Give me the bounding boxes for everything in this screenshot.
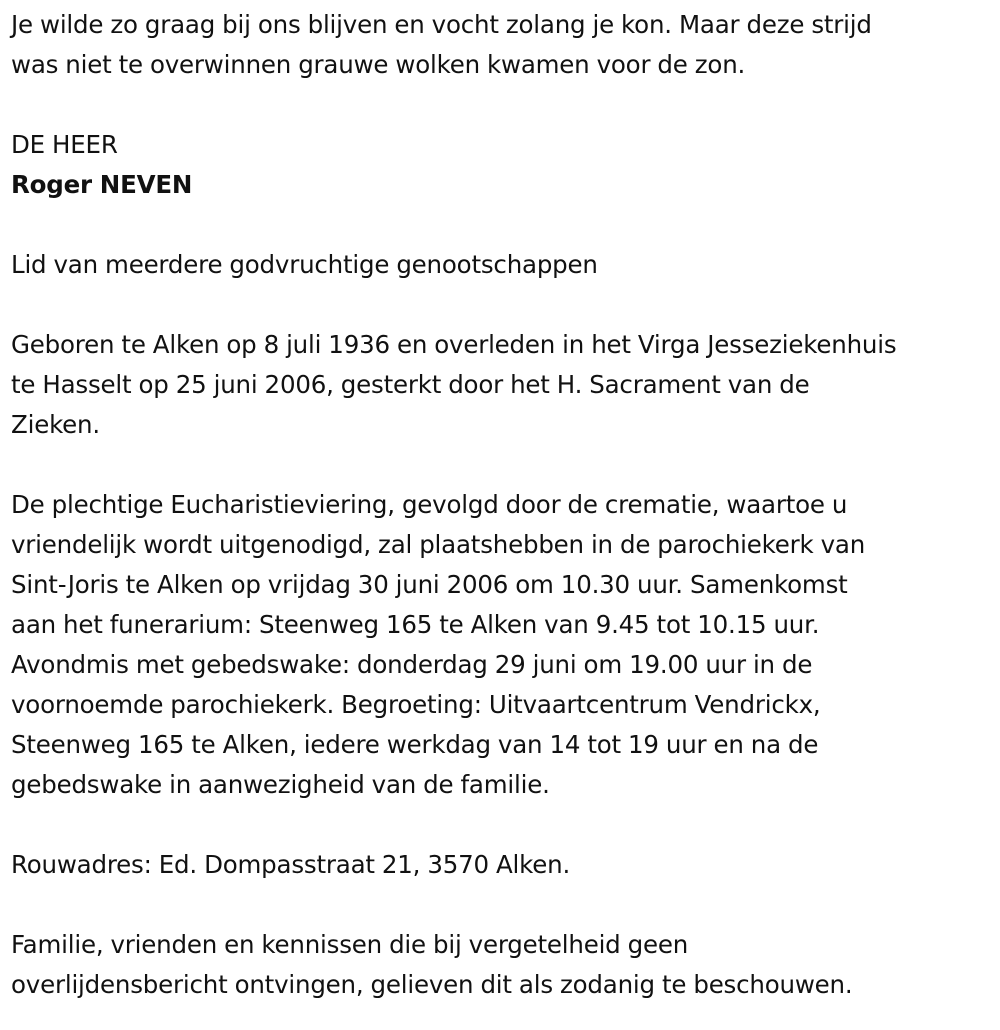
birth-line: Zieken. <box>11 410 100 439</box>
intro-line: was niet te overwinnen grauwe wolken kwamen voor de zon. <box>11 50 746 79</box>
ceremony-line: vriendelijk wordt uitgenodigd, zal plaatshebben in de parochiekerk van <box>11 530 866 559</box>
membership-line: Lid van meerdere godvruchtige genootschappen <box>11 250 598 279</box>
closing-line: Familie, vrienden en kennissen die bij vergetelheid geen <box>11 930 689 959</box>
ceremony-line: gebedswake in aanwezigheid van de familie. <box>11 770 550 799</box>
ceremony-line: Sint-Joris te Alken op vrijdag 30 juni 2006 om 10.30 uur. Samenkomst <box>11 570 848 599</box>
birth-line: te Hasselt op 25 juni 2006, gesterkt door het H. Sacrament van de <box>11 370 810 399</box>
birth-paragraph <box>11 325 1000 445</box>
closing-paragraph <box>11 925 1000 1005</box>
intro-paragraph <box>11 5 1000 85</box>
ceremony-line: aan het funerarium: Steenweg 165 te Alken van 9.45 tot 10.15 uur. <box>11 610 820 639</box>
ceremony-line: Avondmis met gebedswake: donderdag 29 juni om 19.00 uur in de <box>11 650 813 679</box>
ceremony-line: Steenweg 165 te Alken, iedere werkdag van 14 tot 19 uur en na de <box>11 730 819 759</box>
birth-line: Geboren te Alken op 8 juli 1936 en overleden in het Virga Jesseziekenhuis <box>11 330 897 359</box>
honorific-title: DE HEER <box>11 130 118 159</box>
ceremony-line: De plechtige Eucharistieviering, gevolgd door de crematie, waartoe u <box>11 490 848 519</box>
closing-line: overlijdensbericht ontvingen, gelieven dit als zodanig te beschouwen. <box>11 970 853 999</box>
deceased-name: Roger NEVEN <box>11 170 193 199</box>
ceremony-line: voornoemde parochiekerk. Begroeting: Uitvaartcentrum Vendrickx, <box>11 690 821 719</box>
mourning-address: Rouwadres: Ed. Dompasstraat 21, 3570 Alken. <box>11 850 571 879</box>
ceremony-paragraph <box>11 485 1000 805</box>
intro-line: Je wilde zo graag bij ons blijven en vocht zolang je kon. Maar deze strijd <box>11 10 872 39</box>
